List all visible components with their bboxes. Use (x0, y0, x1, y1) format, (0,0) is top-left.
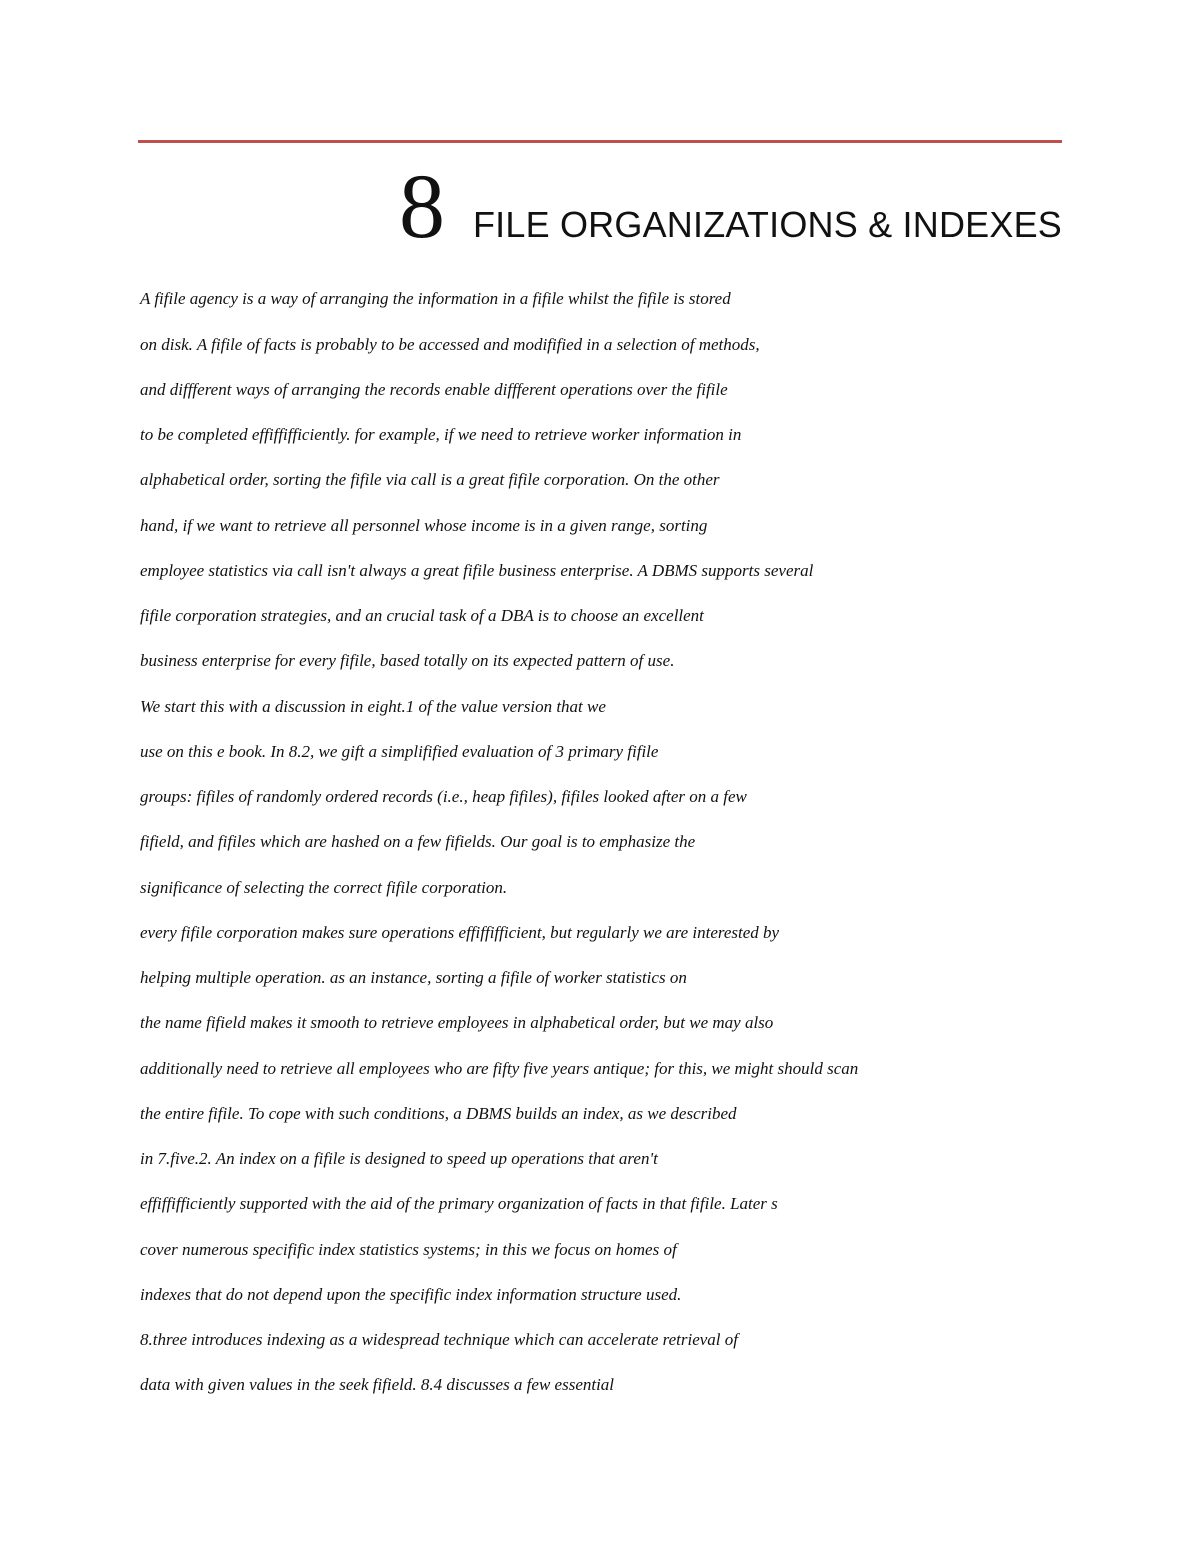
body-line: use on this e book. In 8.2, we gift a simplifified evaluation of 3 primary fifile (140, 742, 659, 761)
body-line: helping multiple operation. as an instance, sorting a fifile of worker statistics on (140, 968, 687, 987)
body-text (140, 288, 1040, 1396)
body-line: the entire fifile. To cope with such conditions, a DBMS builds an index, as we described (140, 1104, 737, 1123)
body-line: to be completed effiffifficiently. for example, if we need to retrieve worker information in (140, 425, 742, 444)
body-line: groups: fifiles of randomly ordered records (i.e., heap fifiles), fifiles looked after on a few (140, 787, 747, 806)
body-line: fifile corporation strategies, and an crucial task of a DBA is to choose an excellent (140, 606, 704, 625)
body-line: the name fifield makes it smooth to retrieve employees in alphabetical order, but we may also (140, 1013, 774, 1032)
body-line: data with given values in the seek fifield. 8.4 discusses a few essential (140, 1375, 615, 1394)
body-line: every fifile corporation makes sure operations effiffifficient, but regularly we are interested by (140, 923, 780, 942)
body-line: in 7.five.2. An index on a fifile is designed to speed up operations that aren't (140, 1149, 658, 1168)
body-line: indexes that do not depend upon the specifific index information structure used. (140, 1285, 682, 1304)
body-line: on disk. A fifile of facts is probably to be accessed and modifified in a selection of methods, (140, 335, 760, 354)
body-line: A fifile agency is a way of arranging the information in a fifile whilst the fifile is stored (140, 289, 731, 308)
body-line: hand, if we want to retrieve all personnel whose income is in a given range, sorting (140, 516, 708, 535)
body-line: 8.three introduces indexing as a widespread technique which can accelerate retrieval of (140, 1330, 738, 1349)
body-line: business enterprise for every fifile, based totally on its expected pattern of use. (140, 651, 675, 670)
body-line: additionally need to retrieve all employees who are fifty five years antique; for this, we might should scan (140, 1059, 859, 1078)
body-line: fifield, and fifiles which are hashed on a few fifields. Our goal is to emphasize the (140, 832, 696, 851)
body-line: effiffifficiently supported with the aid of the primary organization of facts in that fifile. Later s (140, 1194, 778, 1213)
body-line: significance of selecting the correct fifile corporation. (140, 878, 508, 897)
chapter-heading (138, 155, 1062, 260)
body-line: and diffferent ways of arranging the records enable diffferent operations over the fifile (140, 380, 728, 399)
body-line: alphabetical order, sorting the fifile via call is a great fifile corporation. On the other (140, 470, 720, 489)
body-line: We start this with a discussion in eight.1 of the value version that we (140, 697, 606, 716)
body-line: cover numerous specifific index statistics systems; in this we focus on homes of (140, 1240, 677, 1259)
body-line: employee statistics via call isn't always a great fifile business enterprise. A DBMS supports several (140, 561, 814, 580)
chapter-title: FILE ORGANIZATIONS & INDEXES (472, 204, 1062, 245)
chapter-rule (138, 140, 1062, 143)
chapter-number: 8 (398, 155, 445, 257)
